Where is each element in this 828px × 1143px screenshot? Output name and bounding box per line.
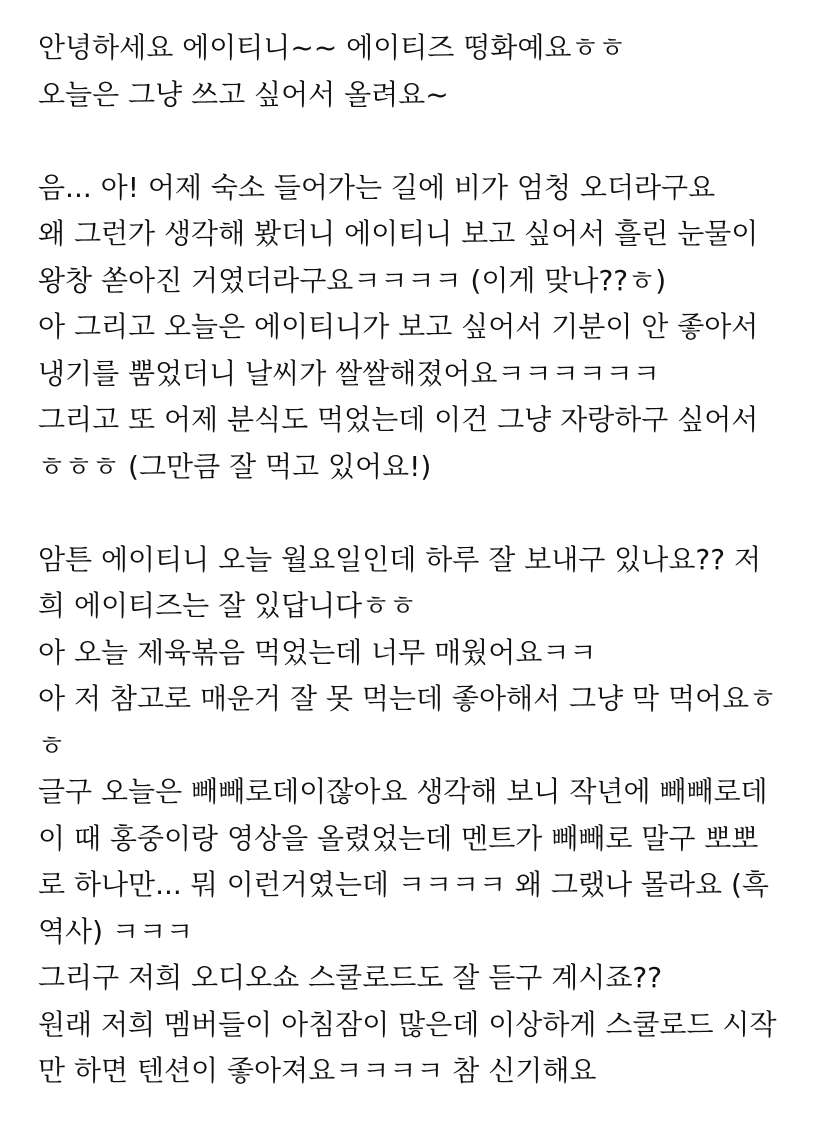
text-line: 왕창 쏟아진 거였더라구요ㅋㅋㅋㅋ (이게 맞나??ㅎ) xyxy=(38,263,667,297)
blank-line xyxy=(38,490,798,537)
text-line: 안녕하세요 에이티니~~ 에이티즈 떵화예요ㅎㅎ xyxy=(38,31,626,64)
text-line: 글구 오늘은 빼빼로데이잖아요 생각해 보니 작년에 빼빼로데 xyxy=(38,775,768,808)
text-line: ㅎㅎㅎ (그만큼 잘 먹고 있어요!) xyxy=(38,449,432,483)
blank-line xyxy=(38,118,798,165)
text-line: 로 하나만... 뭐 이런거였는데 ㅋㅋㅋㅋ 왜 그랬나 몰라요 (흑 xyxy=(38,868,769,901)
post-body xyxy=(38,25,798,1095)
text-line: 암튼 에이티니 오늘 월요일인데 하루 잘 보내구 있나요?? 저 xyxy=(38,542,762,576)
text-line: 왜 그런가 생각해 봤더니 에이티니 보고 싶어서 흘린 눈물이 xyxy=(38,217,759,250)
text-line: 오늘은 그냥 쓰고 싶어서 올려요~ xyxy=(38,77,449,111)
text-line: ㅎ xyxy=(38,728,66,762)
text-line: 만 하면 텐션이 좋아져요ㅋㅋㅋㅋ 참 신기해요 xyxy=(38,1054,597,1087)
text-line: 아 오늘 제육볶음 먹었는데 너무 매웠어요ㅋㅋ xyxy=(38,635,597,669)
text-line: 냉기를 뿜었더니 날씨가 쌀쌀해졌어요ㅋㅋㅋㅋㅋㅋ xyxy=(38,356,660,390)
text-line: 그리구 저희 오디오쇼 스쿨로드도 잘 듣구 계시죠?? xyxy=(38,961,663,994)
text-line: 희 에이티즈는 잘 있답니다ㅎㅎ xyxy=(38,589,417,622)
text-line: 그리고 또 어제 분식도 먹었는데 이건 그냥 자랑하구 싶어서 xyxy=(38,403,759,436)
text-line: 음... 아! 어제 숙소 들어가는 길에 비가 엄청 오더라구요 xyxy=(38,170,716,204)
text-line: 아 그리고 오늘은 에이티니가 보고 싶어서 기분이 안 좋아서 xyxy=(38,310,759,343)
text-line: 이 때 홍중이랑 영상을 올렸었는데 멘트가 빼빼로 말구 뽀뽀 xyxy=(38,821,759,855)
text-line: 아 저 참고로 매운거 잘 못 먹는데 좋아해서 그냥 막 먹어요ㅎ xyxy=(38,682,777,715)
text-line: 역사) ㅋㅋㅋ xyxy=(38,914,194,948)
text-line: 원래 저희 멤버들이 아침잠이 많은데 이상하게 스쿨로드 시작 xyxy=(38,1007,777,1041)
